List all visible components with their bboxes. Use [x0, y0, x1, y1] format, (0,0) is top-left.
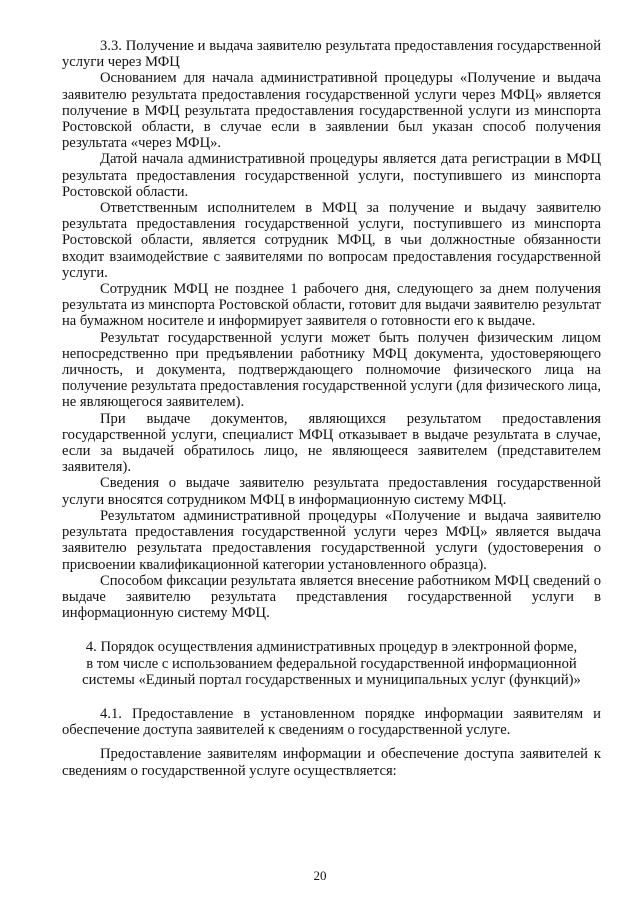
paragraph: Основанием для начала административной процедуры «Получение и выдача заявителю результата предоставления государственной услуги через МФЦ» является получение в МФЦ результата предоставления государственной услуги из минспорта Ростовской области, в случае если в заявлении был указан способ получения результата «через МФЦ».	[62, 70, 601, 152]
paragraph: Результатом административной процедуры «Получение и выдача заявителю результата предоставления государственной услуги через МФЦ» является выдача заявителю результата предоставления государственной услуги (удостоверения о присвоении квалификационной категории установленного образца).	[62, 507, 601, 573]
section-4-heading-line: в том числе с использованием федеральной государственной информационной	[86, 655, 577, 672]
section-4-heading-line: системы «Единый портал государственных и муниципальных услуг (функций)»	[82, 671, 581, 688]
paragraph: Сотрудник МФЦ не позднее 1 рабочего дня, следующего за днем получения результата из минспорта Ростовской области, готовит для выдачи заявителю результат на бумажном носителе и информирует заявителя о готовности его к выдаче.	[62, 281, 601, 330]
paragraph-gap	[62, 738, 601, 746]
paragraph: Способом фиксации результата является внесение работником МФЦ сведений о выдаче заявителю результата представления государственной услуги в информационную систему МФЦ.	[62, 572, 601, 622]
page-number: 20	[313, 868, 327, 883]
document-page	[62, 38, 601, 779]
section-4-1-paragraph: 4.1. Предоставление в установленном порядке информации заявителям и обеспечение доступа заявителей к сведениям о государственной услуге.	[62, 705, 601, 739]
paragraph: При выдаче документов, являющихся результатом предоставления государственной услуги, специалист МФЦ отказывает в выдаче результата в случае, если за выдачей обратилось лицо, не являющееся заявителем (представителем заявителя).	[62, 410, 601, 476]
paragraph: Ответственным исполнителем в МФЦ за получение и выдачу заявителю результата предоставления государственной услуги, поступившего из минспорта Ростовской области, является сотрудник МФЦ, в чьи должностные обязанности входит взаимодействие с заявителями по вопросам предоставления государственной услуги.	[62, 200, 601, 281]
paragraph: Результат государственной услуги может быть получен физическим лицом непосредственно при предъявлении работнику МФЦ документа, удостоверяющего личность, и документа, подтверждающего полномочие физического лица на получение результата предоставления государственной услуги (для физического лица, не являющегося заявителем).	[62, 329, 601, 411]
section-4-heading-line: 4. Порядок осуществления административных процедур в электронной форме,	[85, 639, 578, 656]
section-4-heading	[62, 639, 601, 688]
section-3-3-title: 3.3. Получение и выдача заявителю результата предоставления государственной услуги через МФЦ	[62, 38, 601, 71]
paragraph: Датой начала административной процедуры является дата регистрации в МФЦ результата предоставления государственной услуги, поступившего из минспорта Ростовской области.	[62, 151, 601, 200]
paragraph: Сведения о выдаче заявителю результата предоставления государственной услуги вносятся сотрудником МФЦ в информационную систему МФЦ.	[62, 475, 601, 508]
paragraph: Предоставление заявителям информации и обеспечение доступа заявителей к сведениям о государственной услуге осуществляется:	[62, 746, 601, 779]
